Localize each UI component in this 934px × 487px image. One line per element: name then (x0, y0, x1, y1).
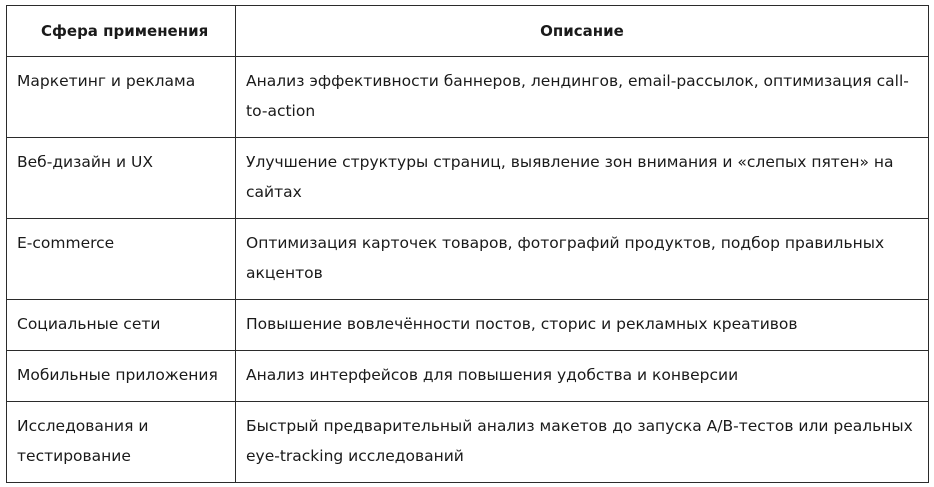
table-row (7, 402, 929, 483)
area-cell: Исследования и тестирование (7, 402, 236, 483)
application-areas-table (6, 5, 929, 483)
area-cell: E-commerce (7, 219, 236, 300)
area-cell: Мобильные приложения (7, 351, 236, 402)
table-row (7, 351, 929, 402)
header-area: Сфера применения (7, 6, 236, 57)
area-cell: Социальные сети (7, 300, 236, 351)
description-cell: Улучшение структуры страниц, выявление зон внимания и «слепых пятен» на сайтах (236, 138, 929, 219)
table-row (7, 138, 929, 219)
table-row (7, 57, 929, 138)
description-cell: Оптимизация карточек товаров, фотографий продуктов, подбор правильных акцентов (236, 219, 929, 300)
description-cell: Быстрый предварительный анализ макетов до запуска A/B-тестов или реальных eye-tracking исследований (236, 402, 929, 483)
table-row (7, 300, 929, 351)
table-row (7, 219, 929, 300)
area-cell: Веб-дизайн и UX (7, 138, 236, 219)
table-header-row (7, 6, 929, 57)
area-cell: Маркетинг и реклама (7, 57, 236, 138)
description-cell: Повышение вовлечённости постов, сторис и рекламных креативов (236, 300, 929, 351)
header-description: Описание (236, 6, 929, 57)
description-cell: Анализ эффективности баннеров, лендингов, email-рассылок, оптимизация call-to-action (236, 57, 929, 138)
description-cell: Анализ интерфейсов для повышения удобства и конверсии (236, 351, 929, 402)
